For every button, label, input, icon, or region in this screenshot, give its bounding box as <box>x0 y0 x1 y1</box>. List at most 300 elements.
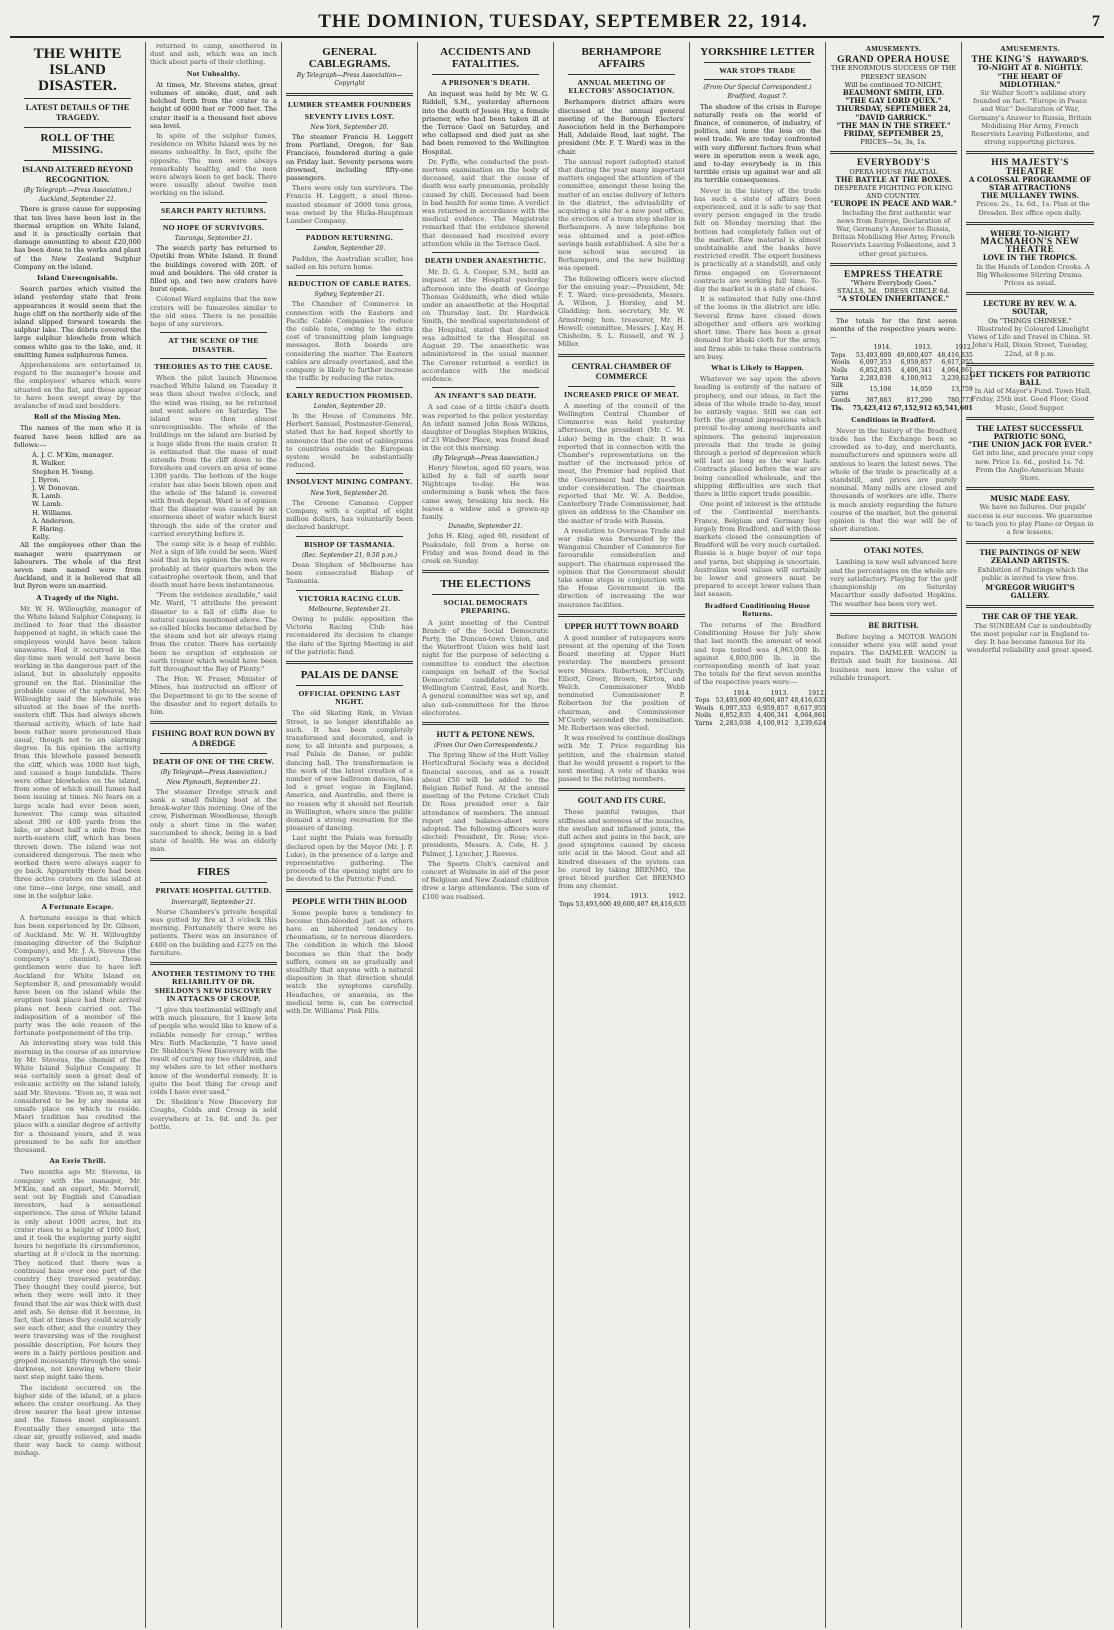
subhead-anaesthetic: DEATH UNDER ANAESTHETIC. <box>424 256 547 266</box>
table-cell: 4,406,341 <box>900 367 933 375</box>
article-paragraph: A meeting of the council of the Wellington Central Chamber of Commerce was held yesterday afternoon, the president (Mr. C. M. Luke) being in the chair. It was reported that in connection with the Chamber's representations on the matter of the increased price of meat, the Premier had replied that the Government had the question under consideration. The chairman reported that Mr. W. A. Beddoe, Canterbury Trade Commissioner, had given an address to the Chamber on the matter of trade with Russia. <box>558 401 685 525</box>
advert-line: HAYWARD'S. <box>1037 55 1089 65</box>
headline-thin-blood: PEOPLE WITH THIN BLOOD <box>292 896 407 906</box>
table-cell: Yarns <box>695 720 713 727</box>
subhead-theories: THEORIES AS TO THE CAUSE. <box>154 361 273 371</box>
deck-official-opening: OFFICIAL OPENING LAST NIGHT. <box>298 688 401 707</box>
table-cell <box>830 344 852 352</box>
advert-car-of-year <box>966 613 1094 654</box>
subhead-insolvent-mining: INSOLVENT MINING COMPANY. <box>286 477 413 487</box>
headline-gout: GOUT AND ITS CURE. <box>577 796 666 806</box>
table-cell: 1912. <box>955 344 973 352</box>
credit-line: (From Our Special Correspondent.) <box>703 84 812 92</box>
column-berhampore <box>554 42 690 1628</box>
table-row <box>558 901 687 909</box>
subhead-search-party: SEARCH PARTY RETURNS. <box>161 205 266 215</box>
subhead-no-hope: NO HOPE OF SURVIVORS. <box>162 222 265 232</box>
divider <box>830 613 957 616</box>
advert-line: M'GREGOR WRIGHT'S GALLERY. <box>985 582 1075 601</box>
divider <box>24 160 131 161</box>
section-amusements: AMUSEMENTS. <box>865 45 922 53</box>
advert-line: "DAVID GARRICK." <box>855 112 932 122</box>
table-cell: 6,617,955 <box>941 359 973 367</box>
advert-title: THE KING'S <box>971 55 1032 66</box>
advert-paragraph: Get into line, and procure your copy now. Price 1s. 6d., posted 1s. 7d. From the Anglo-American Music Store. <box>972 449 1094 482</box>
headline-palais: PALAIS DE DANSE <box>300 668 399 681</box>
divider <box>296 685 403 686</box>
divider <box>150 962 277 965</box>
subhead-lumber-steamer: LUMBER STEAMER FOUNDERS <box>287 100 412 110</box>
divider <box>830 538 957 541</box>
headline-accidents: ACCIDENTS AND FATALITIES. <box>440 46 531 70</box>
table-row <box>830 352 974 360</box>
table-row <box>830 397 974 405</box>
dateline: Bradford, August 7. <box>727 93 788 101</box>
table-row <box>694 697 827 705</box>
advert-macmahons <box>966 230 1094 287</box>
masthead <box>10 8 1104 38</box>
dateline: Sydney, September 21. <box>314 291 385 299</box>
subhead-infant-death: AN INFANT'S SAD DEATH. <box>434 391 537 401</box>
table-cell: 780,773 <box>947 397 973 405</box>
table-cell: Noils <box>831 367 848 375</box>
headline-upper-hutt: UPPER HUTT TOWN BOARD <box>564 621 679 631</box>
article-paragraph: A sad case of a little child's death was reported to the police yesterday. An infant named John Ross Wilkins, daughter of Douglas Stephen Wilkins, of 23 Windsor Place, was found dead in the cot this morning. <box>422 403 549 453</box>
divider <box>150 858 277 861</box>
divider <box>24 98 131 99</box>
article-paragraph: The Greene Cananea Copper Company, with a capital of eight million dollars, has voluntarily been declared bankrupt. <box>286 498 413 532</box>
advert-everybodys <box>830 159 957 257</box>
credit-line: (By Telegraph—Press Association.) <box>432 454 539 462</box>
article-paragraph: Henry Newton, aged 60 years, was killed by a fall of earth near Nightcaps to-day. He was undermining a bank when the face came away, breaking his neck. He leaves a widow and a grown-up family. <box>422 463 549 521</box>
column-amusements-2 <box>962 42 1098 1628</box>
headline-fires: FIRES <box>197 866 230 879</box>
table-cell: Yarns <box>831 374 849 382</box>
column-cablegrams <box>282 42 418 1628</box>
advert-line: OPERA HOUSE PALATIAL <box>849 167 938 176</box>
table-row <box>830 359 974 367</box>
table-cell: 3,239,624 <box>941 374 973 382</box>
table-cell: 4,064,861 <box>941 367 973 375</box>
name-item: J. W. Donovan. <box>32 483 80 492</box>
advert-paragraph: The SUNBEAM Car is undoubtedly the most popular car in England to-day. It has become famous for its wonderful reliability and great speed. <box>966 621 1094 655</box>
advert-line: WHERE TO-NIGHT? <box>990 228 1070 238</box>
divider <box>24 127 131 128</box>
name-item: Stephen H. Young. <box>32 467 95 476</box>
table-cell: 49,600,407 <box>752 697 789 705</box>
table-cell: 4,100,912 <box>756 720 789 727</box>
table-cell: 387,883 <box>865 397 892 405</box>
table-cell: 53,493,600 <box>715 697 751 705</box>
headline-elections: THE ELECTIONS <box>440 578 531 591</box>
dateline: New York, September 20. <box>310 123 389 131</box>
subhead-racing-club: VICTORIA RACING CLUB. <box>298 593 401 603</box>
table-row <box>830 375 974 383</box>
subhead-seventy-lives: SEVENTY LIVES LOST. <box>304 111 395 121</box>
column-yorkshire <box>690 42 826 1628</box>
advert-paintings <box>966 549 1094 600</box>
advert-circle: DRESS CIRCLE 6d. <box>884 287 950 296</box>
returns-table-small <box>558 893 687 908</box>
article-paragraph: One point of interest is the attitude of the Continental merchants. France, Belgium and Germany buy largely from Bradford, and with these markets closed the consumption of Bradford will be very much curtailed. Russia is a huge buyer of our tops and yarns, but shipping is uncertain. Australian wool values will certainly be lower and growers must be prepared to accept lower values than last season. <box>694 500 821 599</box>
table-cell: 3,239,624 <box>794 720 826 727</box>
advert-line: LECTURE BY REV. W. A. SOUTAR, <box>983 299 1077 317</box>
advert-line: "A STOLEN INHERITANCE." <box>837 294 950 304</box>
article-paragraph: The following officers were elected for the ensuing year:—President, Mr. F. T. Ward; vice-presidents, Messrs. A. Wilson, J. Horsley, and M. Gladding; hon. secretary, Mr. W. Armstrong; hon. treasurer, Mr. H. Howell; committee, Messrs. J. Kay, H. Chisholm, S. L. Russell, and W. J. Miller. <box>558 274 685 349</box>
article-paragraph: Two months ago Mr. Stevens, in company with the manager, Mr. M'Kim, and an expert, Mr. Morrell, sent out by English and Canadian investors, had a sensational experience. The area of White Island is only about 1000 acres, but its crater rises to a height of 1000 feet, and it took the exploring party eight hours to negotiate its circumference, starting at 8 o'clock in the morning. They noticed that there was a continual haze over one part of the country they traversed yesterday. They thought they could pierce, but when they were well into it they found that the air was thick with dust and ash. So dense did it become, in fact, that at times they could scarcely see each other, and the country they were traversing was of the roughest possible description. For hours they were in a fairly perilous position and groped incessantly through the semi-darkness, not knowing where their next step might take them. <box>14 1168 141 1382</box>
column-white-island <box>10 42 146 1628</box>
subhead-conditions-bradford: Conditions in Bradford. <box>851 414 936 424</box>
table-cell: 817,290 <box>906 397 933 405</box>
table-cell: 48,416,635 <box>650 901 686 909</box>
table-row <box>694 705 827 713</box>
article-paragraph: Never in the history of the Bradford trade has the Exchange been so crowded as to-day, and merchants, manufacturers and spinners were all anxious to learn the latest news. The whole of the trade is practically at a standstill, and prices are purely nominal. Many mills are closed and thousands of workers are idle. There is much anxiety regarding the future course of the market, but the general opinion is that the war will be of short duration. <box>830 426 957 534</box>
table-row <box>830 367 974 375</box>
divider <box>704 79 811 80</box>
article-paragraph: Never in the history of the trade has such a state of affairs been experienced, and it is safe to say that every person engaged in the trade felt on Monday morning that the bottom had completely fallen out of the market. Raw material is almost unobtainable and the banks have restricted credit. The export business is practically at a standstill, and only firms engaged on Government contracts are working full time. To-day the market is in a state of chaos. <box>694 186 821 294</box>
table-cell: 14,059 <box>910 386 933 394</box>
article-paragraph: Search parties which visited the island yesterday state that from appearances it would seem that the huge cliff on the northerly side of the island slipped forward towards the sulphur lake. The débris covered the large sulphur blowhole from which comes white gas to the lake, and, it emitting fumes sulphurous fumes. <box>14 285 141 359</box>
table-row <box>830 405 974 413</box>
table-cell: 6,617,955 <box>794 704 826 712</box>
divider <box>966 151 1094 154</box>
table-cell: 1913. <box>770 689 789 697</box>
article-paragraph: An inquest was held by Mr. W. G. Riddell, S.M., yesterday afternoon into the death of Jessie Hay, a female prisoner, who had been taken ill at the Terrace Gaol on Saturday, and who collapsed and died just as she had been removed to the Wellington Hospital. <box>422 90 549 156</box>
article-paragraph: Dr. Fyffe, who conducted the post-mortem examination on the body of deceased, said that the cause of death was early pneumonia, probably caused by chill. Deceased had been in bad health for some time. A verdict was returned in accordance with the medical evidence. The Magistrate remarked that the evidence showed that deceased had received every attention while in the Terrace Gaol. <box>422 157 549 248</box>
subhead-early-reduction: EARLY REDUCTION PROMISED. <box>286 390 413 400</box>
advert-be-british: BE BRITISH. <box>868 620 919 630</box>
table-cell: 67,152,912 <box>893 405 933 413</box>
table-cell: 48,416,635 <box>790 697 826 705</box>
divider <box>432 74 539 75</box>
advert-paragraph: We have no failures. Our pupils' success is our success. We guarantee to teach you to play Piano or Organ in a few lessons. <box>966 503 1094 536</box>
article-paragraph: Colonel Ward explains that the new craters will be fumaroles similar to the old ones. There is no possible hope of any survivors. <box>150 295 277 329</box>
deck-latest-details: LATEST DETAILS OF THE TRAGEDY. <box>25 103 130 122</box>
subhead-tragedy: A Tragedy of the Night. <box>36 592 119 602</box>
divider <box>296 590 403 591</box>
advert-line: On "THINGS CHINESE." <box>988 316 1072 325</box>
column-white-island-cont <box>146 42 282 1628</box>
advert-line: THE LATEST SUCCESSFUL PATRIOTIC SONG, <box>976 423 1084 441</box>
article-paragraph: The incident occurred on the higher side of the island, at a place where the crater overhung. As they drew nearer the heat grew intense and the fumes most unpleasant. Eventually they emerged into the clear air, greatly relieved, and made their way back to camp without mishap. <box>14 1383 141 1458</box>
credit-line: (By Telegraph.—Press Association.) <box>23 187 132 194</box>
table-cell: 1914. <box>733 689 751 697</box>
article-paragraph: In spite of the sulphur fumes, residence on White Island was by no means unhealthy. In fact, quite the opposite. The men were always remarkably healthy, and the men were always keen to get back. There were usually about twelve men working on the island. <box>150 132 277 198</box>
advert-paragraph: Exhibition of Paintings which the public is invited to view free. <box>977 565 1089 582</box>
dateline: Invercargill, September 21. <box>171 898 256 906</box>
divider <box>568 74 675 75</box>
divider <box>966 605 1094 608</box>
dateline: London, September 20. <box>313 245 386 253</box>
article-paragraph: It is estimated that fully one-third of the looms in the district are idle. Several firms have closed down altogether and others are working short time. There has been a great demand for khaki cloth for the army, and firms able to take these contracts are busy. <box>694 295 821 361</box>
table-cell: Silk yarns <box>831 382 849 397</box>
advert-line: "THE UNION JACK FOR EVER." <box>967 440 1093 450</box>
divider <box>160 219 267 220</box>
article-paragraph: A joint meeting of the Central Branch of the Social Democratic Party, the Duncan-town Union, and the Waterfront Union was held last night for the purpose of selecting a committee to conduct the election campaign on behalf of the Social Democratic candidates in the Wellington Central, East, and North. A general committee was set up, and also sub-committees for the three electorates. <box>422 618 549 717</box>
divider <box>966 222 1094 225</box>
advert-paragraph: Those painful twinges, that stiffness and soreness of the muscles, the swollen and inflamed joints, the dull aches and pains in the back, are good symptoms caused by excess uric acid in the blood. Gout and all kindred diseases of the system can be cured by taking BRENMO, the great blood purifier. Get BRENMO from any chemist. <box>558 808 685 891</box>
table-cell: Tops <box>559 901 574 909</box>
dateline: Melbourne, September 21. <box>308 605 391 613</box>
article-paragraph: In the House of Commons Mr. Herbert Samuel, Postmaster-General, stated that he had hoped shortly to announce that the cost of cablegrams to countries outside the European system would be substantially reduced. <box>286 411 413 470</box>
article-paragraph: Lambing is now well advanced here and the percentages on the whole are very satisfactory. Playing for the golf championship on Saturday Macarthur easily defeated Hopkins. The weather has been very wet. <box>830 558 957 608</box>
subhead-eerie-thrill: An Eerie Thrill. <box>49 1156 106 1166</box>
table-cell: 6,852,835 <box>859 367 892 375</box>
article-paragraph: The Chamber of Commerce in connection with the Eastern and Pacific Cable Companies to reduce the cable rate, owing to the extra cost of transmitting plain language messages. Both boards are considering the matter. The Eastern cables are already overtaxed, and the company is likely to further increase the traffic by reducing the rates. <box>286 300 413 383</box>
advert-paragraph: In Aid of Mayor's Fund. Town Hall, Friday, 25th inst. Good Floor, Good Music, Good Supper. <box>971 387 1092 412</box>
advert-line: GET TICKETS FOR PATRIOTIC BALL <box>969 369 1091 387</box>
dateline: (Rec. September 21, 9.50 p.m.) <box>301 551 398 559</box>
table-row <box>830 382 974 397</box>
table-cell: 48,416,635 <box>937 351 973 359</box>
advert-patriotic-song <box>966 425 1094 482</box>
table-cell <box>694 690 715 698</box>
advert-paragraph: Before buying a MOTOR WAGON consider where you will send your repairs. The DAIMLER WAGON is British and built for business. All business men know the value of reliable transport. <box>830 632 957 682</box>
advert-patriotic-ball <box>966 371 1094 412</box>
article-paragraph: There is grave cause for supposing that ten lives have been lost in the thermal eruption on White Island, and it is practically certain that damage amounting to about £20,000 has been done to the works and plant of the New Zealand Sulphur Company on the island. <box>14 205 141 271</box>
table-cell: Goods <box>831 397 851 405</box>
advert-music-easy <box>966 495 1094 536</box>
advert-title: EMPRESS THEATRE <box>843 269 944 280</box>
article-paragraph: The returns of the Bradford Conditioning House for July show that last month the amount of wool and tops tested was 4,963,000 lb. against 4,800,000 lb. in the corresponding month of last year. The totals for the first seven months of the respective years were:— <box>694 621 821 687</box>
divider <box>286 889 413 892</box>
name-item: J. Byron. <box>32 475 61 484</box>
table-cell: 6,959,857 <box>900 359 933 367</box>
advert-line: "THE HEART OF MIDLOTHIAN." <box>997 71 1063 89</box>
advert-lecture <box>966 300 1094 357</box>
table-row <box>830 344 974 352</box>
article-paragraph: A good number of ratepayers were present at the opening of the Town Board meeting at Upper Hutt yesterday. The members present were Messrs. Robertson, M'Curdy, Elliott, Greer, Brown, Kirton, and Welch. Commissioner Webb nominated Commissioner P. Robertson for the position of chairman, and Commissioner M'Curdy seconded the nomination. Mr. Robertson was elected. <box>558 633 685 733</box>
table-cell: 6,097,353 <box>719 704 751 712</box>
deck-war-stops-trade: WAR STOPS TRADE <box>719 66 796 75</box>
advert-paragraph: "I give this testimonial willingly and with much pleasure, for I know lots of people who would like to know of a reliable remedy for croup," writes Mrs. Ruth Mackenzie, "I have used Dr. Sheldon's New Discovery with the result of curing my two children, and my wishes are to let other mothers know of the wonderful remedy. It is quite the best thing for croup and colds I have ever used." <box>150 1005 277 1096</box>
subhead-conditioning-house: Bradford Conditioning House Returns. <box>704 600 811 618</box>
dateline: New Plymouth, September 21. <box>166 778 261 786</box>
article-paragraph: The shadow of the crisis in Europe naturally rests on the world of finance, of commerce, of industry, of politics, and none the less on the wool trade. We are today confronted with very different factors from what were in operation even a week ago, and to-day everybody is in this terrible crisis up against war and all its terrible consequences. <box>694 102 821 185</box>
divider <box>966 292 1094 295</box>
dateline: Dunedin, September 21. <box>448 523 523 531</box>
page-number: 7 <box>1091 13 1100 30</box>
table-cell: 75,423,412 <box>852 405 892 413</box>
article-paragraph: Berhampore district affairs were discussed at the annual general meeting of the Borough Electors' Association held in the Berhampore Hall, Adelaide Road, last night. The president (Mr. F. T. Ward) was in the chair. <box>558 98 685 156</box>
table-row <box>694 720 827 728</box>
table-cell: Wools <box>831 359 850 367</box>
article-paragraph: A resolution to Overseas Trade and war risks was forwarded by the Wanganui Chamber of Commerce for favourable consideration and support. The chairman expressed the opinion that the Government should take some steps in conjunction with the Home Government in the direction of increasing the war insurance facilities. <box>558 526 685 609</box>
divider <box>432 594 539 595</box>
headline-cablegrams: GENERAL CABLEGRAMS. <box>308 46 391 70</box>
table-cell: 65,541,601 <box>934 405 973 413</box>
article-paragraph: The names of the men who it is feared have been killed are as follows:— <box>14 424 141 449</box>
divider <box>296 275 403 276</box>
table-cell: 15,106 <box>869 386 892 394</box>
table-cell: 49,600,407 <box>612 901 649 909</box>
advert-grand-opera-house <box>830 56 957 146</box>
advert-stalls: STALLS, 3d. <box>837 287 879 296</box>
advert-title: HIS MAJESTY'S THEATRE <box>991 158 1069 177</box>
deck-annual-meeting: ANNUAL MEETING OF ELECTORS' ASSOCIATION. <box>568 78 675 96</box>
divider <box>966 417 1094 420</box>
advert-line: TO-NIGHT AT 8. NIGHTLY. <box>977 63 1083 73</box>
divider <box>830 151 957 154</box>
credit-line: (From Our Own Correspondents.) <box>434 742 537 750</box>
advert-line: MUSIC MADE EASY. <box>990 494 1070 504</box>
dateline: London, September 20. <box>313 402 386 410</box>
advert-paragraph: Some people have a tendency to become thin-blooded just as others have an inherited tendency to rheumatism, or to nervous disorders. The condition in which the blood becomes so thin that the body suffers, comes on so gradually and stealthily that anyone with a natural disposition in that direction should watch the symptoms carefully. Headaches, or anaemia, as the medical term is, can be corrected with Dr. Williams' Pink Pills. <box>286 908 413 1016</box>
subhead-cable-rates: REDUCTION OF CABLE RATES. <box>288 279 411 289</box>
name-item: H. Williams. <box>32 508 73 517</box>
headline-hutt-petone: HUTT & PETONE NEWS. <box>436 730 535 740</box>
headline-yorkshire: YORKSHIRE LETTER <box>700 46 815 58</box>
advert-kings <box>966 56 1094 146</box>
name-item: A. Anderson. <box>32 516 75 525</box>
divider <box>296 536 403 537</box>
headline-fishing-boat: FISHING BOAT RUN DOWN BY A DREDGE <box>151 729 276 749</box>
advert-line: "EUROPE IN PEACE AND WAR." <box>830 199 957 209</box>
advert-paragraph: In the Hands of London Crooks. A Big Wholesome Stirring Drama. Prices as usual. <box>976 262 1090 288</box>
article-paragraph: Mr. D. G. A. Cooper, S.M., held an inquest at the Hospital yesterday afternoon into the death of George Thomas Goldsmith, who died while under an anaesthetic at the Hospital on Thursday last. Dr. Hardwick Smith, the medical superintendent of the Hospital, stated that deceased was admitted to the Hospital on August 29. The anaesthetic was administered in the usual manner. The Coroner returned a verdict in accordance with the medical evidence. <box>422 268 549 383</box>
deck-island-altered: ISLAND ALTERED BEYOND RECOGNITION. <box>22 165 133 184</box>
article-paragraph: A fortunate escape is that which has been experienced by Dr. Gibson, of Auckland. Mr. W. H. Willoughby (managing director of the Sulphur Company), and Mr. J. A. Stevens (the company's chemist). These gentlemen were due to have left Auckland for White Island on September 8, and presumably would have been on the island while the eruption took place had their arrival plans not been carried out. The indisposition of a member of the party was the sole reason of the fortunate postponement of the trip. <box>14 914 141 1038</box>
advert-line: Will be continued TO-NIGHT, <box>844 80 943 89</box>
divider <box>150 721 277 724</box>
divider <box>286 93 413 96</box>
article-paragraph: The steamer Francis H. Leggett from Portland, Oregon, for San Francisco, foundered during a gale on Friday last. Seventy persons were drowned, including fifty-one passengers. <box>286 133 413 183</box>
table-cell: Wools <box>695 704 714 712</box>
table-row <box>558 893 687 901</box>
advert-dr-sheldon: ANOTHER TESTIMONY TO THE RELIABILITY OF DR. SHELDON'S NEW DISCOVERY IN ATTACKS OF CROUP. <box>151 969 276 1003</box>
advert-line: LOVE IN THE TROPICS. <box>982 253 1078 263</box>
advert-empress <box>830 271 957 304</box>
deck-price-meat: INCREASED PRICE OF MEAT. <box>563 389 680 399</box>
article-paragraph: Mr. W. H. Willoughby, manager of the White Island Sulphur Company, is inclined to fear that the disaster happened at night, in which case the employees would have been taken unawares. Had it occurred in the day-time men would not have been working in the dangerous part of the island, but in absolutely opposite ground on the flat. Dissimilar the probable cause of the upheaval, Mr. Willoughby said the blowhole was situated at the base of the north-eastern cliff. This had always shown thermal activity, which of late had been rather more pronounced than usual, though not to an alarming degree. In his opinion the activity from this blowhole passed beneath the cliff, which was 1000 feet high, and caused a huge landslide. There were other blowholes on the island, from some of which small fumes had been issuing at times. No fears on a large scale had ever been seen, however. The camp was situated about 300 or 400 yards from the lake, or about half a mile from the north-eastern cliff, which has been thrown down. The island was not considered dangerous. The men who worked there were always eager to go back. Apparently there had been three active craters on the island at one time—one large, one small, and one in the sulphur lake. <box>14 604 141 900</box>
returns-table <box>694 690 827 728</box>
article-paragraph: Dean Stephen of Melbourne has been consecrated Bishop of Tasmania. <box>286 560 413 586</box>
advert-paragraph: Dr. Sheldon's New Discovery for Coughs, Colds and Croup is sold everywhere at 1s. 6d. and 3s. per bottle. <box>150 1098 277 1131</box>
name-item: W. Lamb. <box>32 500 63 509</box>
article-paragraph: The Hon. W. Fraser, Minister of Mines, has instructed an officer of the Department to go to the scene of the disaster and to report details to him. <box>150 675 277 717</box>
name-item: A. J. C. M'Kim, manager. <box>32 451 114 460</box>
advert-line: PRICES—5s, 3s, 1s. <box>860 138 927 147</box>
headline-chamber-commerce: CENTRAL CHAMBER OF COMMERCE <box>571 361 672 381</box>
table-cell: 6,959,857 <box>756 704 789 712</box>
divider <box>286 661 413 664</box>
conditioning-table <box>830 344 974 412</box>
subhead-bishop-tasmania: BISHOP OF TASMANIA. <box>304 539 395 549</box>
section-amusements: AMUSEMENTS. <box>1000 44 1060 53</box>
table-cell: 1913. <box>914 344 933 352</box>
headline-otaki: OTAKI NOTES. <box>863 546 924 556</box>
table-cell: Tls. <box>831 405 844 413</box>
divider <box>160 882 267 883</box>
divider <box>160 753 267 754</box>
masthead-title: THE DOMINION, TUESDAY, SEPTEMBER 22, 1914. <box>318 11 808 32</box>
table-cell: 53,493,600 <box>855 351 892 359</box>
advert-line: BEAUMONT SMITH, LTD. <box>842 88 945 98</box>
table-cell: 4,100,912 <box>900 374 933 382</box>
article-paragraph: An interesting story was told this morning in the course of an interview by Mr. Stevens, the chemist of the White Island Sulphur Company. It was certainly seen a great deal of volcanic activity on the island lately, said Mr. Stevens. "Even so, it was not considered to be by any means an unsafe place on which to reside. Maori tradition has credited the place with a similar degree of activity for a thousand years, and it was presumed to be safe for another thousand. <box>14 1039 141 1154</box>
article-paragraph: Paddon, the Australian sculler, has sailed on his return home. <box>286 254 413 271</box>
advert-line: "THE MAN IN THE STREET." <box>836 120 951 130</box>
table-cell: Noils <box>695 712 712 720</box>
subhead-scene: AT THE SCENE OF THE DISASTER. <box>168 336 259 354</box>
advert-line: "Where Everybody Goes." <box>850 279 937 288</box>
advert-title: EVERYBODY'S <box>857 158 930 169</box>
table-cell: 1912. <box>668 893 686 901</box>
table-cell: 1913. <box>630 893 649 901</box>
dateline: New York, September 20. <box>310 489 389 497</box>
headline-berhampore: BERHAMPORE AFFAIRS <box>581 46 662 70</box>
dateline: Tauranga, September 21. <box>174 235 253 243</box>
deck-hospital-gutted: PRIVATE HOSPITAL GUTTED. <box>155 886 272 896</box>
divider <box>966 487 1094 490</box>
divider <box>558 614 685 617</box>
column-grid <box>10 42 1104 1628</box>
article-paragraph: Last night the Palais was formally declared open by the Mayor (Mr. J. P. Luke), in the presence of a large and representative gathering. The proceeds of the opening night are to be devoted to the Patriotic Fund. <box>286 834 413 884</box>
divider <box>296 473 403 474</box>
name-item: F. Haring. <box>32 524 66 533</box>
table-cell: 1914. <box>593 893 611 901</box>
article-paragraph: The totals for the first seven months of the respective years were:— <box>830 316 957 342</box>
advert-line: A COLOSSAL PROGRAMME OF STAR ATTRACTIONS <box>968 174 1092 193</box>
article-paragraph: There were only ten survivors. The Francis H. Leggett, a steel three-masted steamer of 2000 tons gross, was owned by the Hicks-Hauptman Lumber Company. <box>286 184 413 226</box>
table-row <box>694 712 827 720</box>
divider <box>432 252 539 253</box>
divider <box>830 263 957 266</box>
advert-line: THE ENORMOUS SUCCESS OF THE PRESENT SEASON <box>830 64 957 81</box>
article-paragraph: Apprehensions are entertained in regard to the manager's house and the employees' whares which were situated on the flat, and these appear to have been swept away by the avalanche of mud and boulders. <box>14 361 141 411</box>
dateline: Auckland, September 21. <box>38 196 117 204</box>
divider <box>422 570 549 573</box>
article-paragraph: The steamer Dredge struck and sank a small fishing boat at the break-water this morning. One of the crew, Fisherman Woodhouse, though only a short time in the water, succumbed to shock, being in a bad state of health. He was an elderly man. <box>150 787 277 854</box>
divider <box>160 202 267 203</box>
divider <box>568 386 675 387</box>
advert-paragraph: Illustrated by Coloured Limelight Views of Life and Travel in China. St. John's Hall, Dixon Street, Tuesday, 22nd, at 8 p.m. <box>967 324 1093 358</box>
column-amusements-1 <box>826 42 973 1628</box>
table-cell: 4,406,341 <box>756 712 789 720</box>
advert-line: DESPERATE FIGHTING FOR KING AND COUNTRY. <box>834 184 953 201</box>
credit-line: (By Telegraph—Press Association.) <box>160 769 267 777</box>
table-cell: 53,493,600 <box>575 901 611 909</box>
article-paragraph: Owing to public opposition the Victoria Racing Club has reconsidered its decision to change the date of the Spring Meeting in aid of the patriotic fund. <box>286 614 413 656</box>
table-cell: 1914. <box>873 344 892 352</box>
subhead-roll-missing: Roll of the Missing Men. <box>34 412 121 422</box>
subhead-not-unhealthy: Not Unhealthy. <box>186 68 241 78</box>
divider <box>558 788 685 791</box>
article-paragraph: The annual report (adopted) stated that during the year many important matters engaged the attention of the committee, amongst these being the matter of an excise delivery of letters in the district, the advisability of acquiring a site for a new post office, the erection of a tram stop shelter in Berhampore. A new telephone box was obtained and a post-office savings bank established. A site for a new school was secured in Berhampore, and the new building was opened. <box>558 157 685 273</box>
subhead-likely-happen: What is Likely to Happen. <box>711 362 804 372</box>
divider <box>830 309 957 312</box>
deck-death-crew: DEATH OF ONE OF THE CREW. <box>152 757 275 767</box>
article-paragraph: "From the evidence available," said Mr. Ward, "I attribute the present disaster to a fall of cliffs due to natural causes mentioned above. The so-called blocks became detached by the steam and hot air always rising from the crater. There has certainly been no eruption of explosion or earth tremor which would have been felt throughout the Bay of Plenty." <box>150 591 277 674</box>
advert-title: GRAND OPERA HOUSE <box>837 55 950 66</box>
advert-paragraph: Sir Walter Scott's sublime story founded on fact. "Europe in Peace and War." Declaration of War, Germany's Answer to Russia, Britain Mobilising Her Army, French Reservists Leaving Folkestone, and strong supporting pictures. <box>968 89 1092 147</box>
article-paragraph: John H. King, aged 60, resident of Peaksdale, fell from a horse on Friday and was found dead in the creek on Sunday. <box>422 532 549 565</box>
divider <box>704 62 811 63</box>
advert-line: THE CAR OF THE YEAR. <box>982 612 1078 622</box>
article-paragraph: The Spring Show of the Hutt Valley Horticultural Society was a decided financial success, and as a result about £50 will be added to the Belgian Relief fund. At the annual meeting of the Petone Cricket Club Dr. Ross presided over a fair attendance of members. The annual report and balance-sheet were adopted. The following officers were elected: President, Dr. Ross; vice-presidents, Messrs. A. Cole, H. J. Palmer, J. Lyncher, J. Reeves. <box>422 751 549 858</box>
divider <box>296 229 403 230</box>
subhead-prisoner-death: A PRISONER'S DEATH. <box>441 78 530 87</box>
divider <box>432 387 539 388</box>
name-item: Kelly. <box>32 533 50 542</box>
credit-line: By Telegraph—Press Association—Copyright <box>296 72 403 88</box>
headline-white-island: THE WHITE ISLAND DISASTER. <box>33 46 122 94</box>
divider <box>966 363 1094 366</box>
divider <box>558 354 685 357</box>
article-paragraph: All the employees other than the manager were quarrymen or labourers. The whole of the first seven men named were from Auckland, and it is believed that all but Byron were un-married. <box>14 541 141 591</box>
advert-line: THE BATTLE AT THE BOXES. <box>835 174 952 184</box>
advert-line: THURSDAY, SEPTEMBER 24, <box>836 104 951 114</box>
